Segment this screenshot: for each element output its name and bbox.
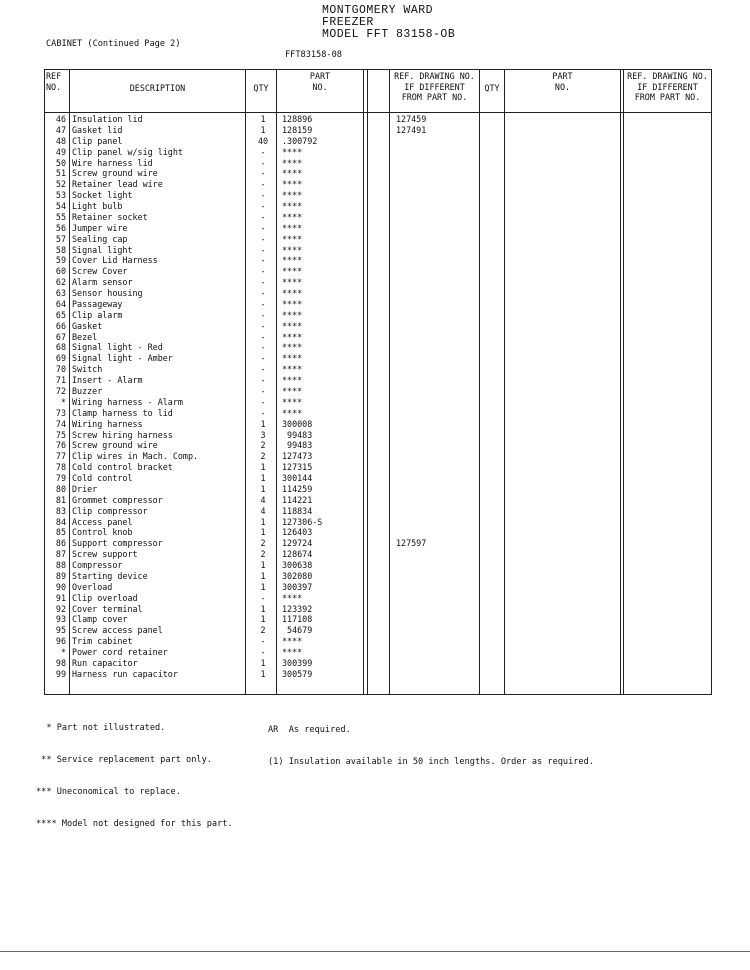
part-no-cell: **** [282, 233, 303, 244]
header-description: DESCRIPTION [129, 83, 186, 93]
qty-cell: - [260, 309, 266, 320]
table-row [44, 451, 712, 462]
footnote: **** Model not designed for this part. [36, 818, 233, 829]
description-cell: Harness run capacitor [72, 668, 178, 679]
ref-no-cell: 64 [55, 298, 66, 309]
description-cell: Socket light [72, 190, 133, 201]
ref-no-cell: 93 [55, 614, 66, 625]
table-row [44, 582, 712, 593]
table-row [44, 636, 712, 647]
part-no-cell: **** [282, 157, 303, 168]
qty-cell: - [260, 592, 266, 603]
ref-no-cell: 55 [55, 211, 66, 222]
part-no-cell: 126403 [282, 527, 313, 538]
qty-cell: - [260, 233, 266, 244]
description-cell: Clip wires in Mach. Comp. [72, 451, 199, 462]
table-row [44, 223, 712, 234]
table-row [44, 527, 712, 538]
header-part-no-2: PART NO. [552, 71, 573, 92]
description-cell: Control knob [72, 527, 133, 538]
part-no-cell: 127306-S [282, 516, 323, 527]
part-no-cell: **** [282, 288, 303, 299]
footnote: ** Service replacement part only. [36, 754, 212, 765]
part-no-cell: **** [282, 190, 303, 201]
footnotes-right [268, 704, 594, 778]
qty-cell: - [260, 179, 266, 190]
part-no-cell: 300399 [282, 658, 313, 668]
ref-no-cell: 62 [55, 277, 66, 288]
table-row [44, 147, 712, 158]
ref-no-cell: 76 [55, 440, 66, 451]
qty-cell: 1 [260, 668, 266, 679]
part-no-cell: 54679 [282, 625, 313, 636]
table-row [44, 277, 712, 288]
qty-cell: 1 [260, 527, 266, 538]
description-cell: Signal light - Red [72, 342, 163, 353]
description-cell: Light bulb [72, 201, 123, 212]
table-row [44, 245, 712, 256]
description-cell: Cold control [72, 473, 133, 484]
part-no-cell: **** [282, 179, 303, 190]
parts-table [44, 69, 712, 695]
table-row [44, 669, 712, 680]
description-cell: Screw hiring harness [72, 429, 173, 440]
title-line-model: MODEL FFT 83158-OB [322, 28, 456, 41]
qty-cell: 1 [260, 473, 266, 484]
qty-cell: - [260, 407, 266, 418]
description-cell: Run capacitor [72, 658, 138, 668]
part-no-cell: **** [282, 364, 303, 375]
table-row [44, 364, 712, 375]
ref-no-cell: 46 [55, 114, 66, 124]
ref-no-cell: 95 [55, 625, 66, 636]
ref-no-cell: 91 [55, 592, 66, 603]
qty-cell: - [260, 331, 266, 342]
description-cell: Switch [72, 364, 103, 375]
ref-no-cell: 85 [55, 527, 66, 538]
ref-no-cell: 78 [55, 462, 66, 473]
qty-cell: - [260, 353, 266, 364]
part-no-cell: 300008 [282, 418, 313, 429]
table-row [44, 190, 712, 201]
qty-cell: - [260, 146, 266, 157]
ref-no-cell: 54 [55, 201, 66, 212]
header-ref-no: REF NO. [46, 71, 62, 92]
description-cell: Insulation lid [72, 114, 143, 124]
description-cell: Clamp cover [72, 614, 128, 625]
ref-no-cell: 79 [55, 473, 66, 484]
table-row [44, 473, 712, 484]
part-no-cell: **** [282, 396, 303, 407]
qty-cell: - [260, 396, 266, 407]
ref-no-cell: 81 [55, 494, 66, 505]
part-no-cell: **** [282, 211, 303, 222]
table-row [44, 647, 712, 658]
table-row [44, 495, 712, 506]
footnote: * Part not illustrated. [36, 723, 166, 734]
qty-cell: 3 [260, 429, 266, 440]
description-cell: Cover terminal [72, 603, 143, 614]
part-no-cell: **** [282, 244, 303, 255]
table-row [44, 266, 712, 277]
part-no-cell: 118834 [282, 505, 313, 516]
ref-no-cell: 96 [55, 636, 66, 647]
description-cell: Screw access panel [72, 625, 163, 636]
qty-cell: - [260, 201, 266, 212]
ref-no-cell: * [60, 647, 66, 658]
ref-no-cell: 68 [55, 342, 66, 353]
table-row [44, 484, 712, 495]
table-row [44, 506, 712, 517]
ref-no-cell: 48 [55, 135, 66, 146]
table-row [44, 549, 712, 560]
qty-cell: 1 [260, 570, 266, 581]
table-row [44, 288, 712, 299]
ref-no-cell: * [60, 396, 66, 407]
table-row [44, 625, 712, 636]
ref-no-cell: 80 [55, 483, 66, 494]
ref-no-cell: 70 [55, 364, 66, 375]
header-part-no: PART NO. [309, 71, 331, 92]
description-cell: Buzzer [72, 386, 103, 396]
table-row [44, 158, 712, 169]
description-cell: Access panel [72, 516, 133, 527]
qty-cell: - [260, 157, 266, 168]
ref-no-cell: 71 [55, 375, 66, 386]
part-no-cell: **** [282, 255, 303, 266]
ref-drawing-cell: 127597 [396, 538, 427, 549]
header-ref-drawing-2: REF. DRAWING NO. IF DIFFERENT FROM PART NO. [627, 71, 708, 102]
part-no-cell: 123392 [282, 603, 313, 614]
table-row [44, 604, 712, 615]
qty-cell: - [260, 244, 266, 255]
qty-cell: - [260, 168, 266, 179]
part-no-cell: 128896 [282, 114, 313, 124]
ref-no-cell: 63 [55, 288, 66, 299]
table-row [44, 538, 712, 549]
description-cell: Wire harness lid [72, 157, 153, 168]
ref-no-cell: 99 [55, 668, 66, 679]
ref-no-cell: 58 [55, 244, 66, 255]
table-top-rule [44, 69, 712, 70]
ref-no-cell: 86 [55, 538, 66, 549]
description-cell: Drier [72, 483, 98, 494]
description-cell: Compressor [72, 560, 123, 571]
qty-cell: 4 [260, 505, 266, 516]
ref-no-cell: 51 [55, 168, 66, 179]
description-cell: Clamp harness to lid [72, 407, 173, 418]
ref-no-cell: 73 [55, 407, 66, 418]
table-row [44, 419, 712, 430]
table-row [44, 571, 712, 582]
description-cell: Power cord retainer [72, 647, 168, 658]
ref-no-cell: 77 [55, 451, 66, 462]
ref-no-cell: 52 [55, 179, 66, 190]
ref-no-cell: 84 [55, 516, 66, 527]
description-cell: Jumper wire [72, 222, 128, 233]
part-no-cell: 300579 [282, 668, 313, 679]
part-no-cell: **** [282, 266, 303, 277]
qty-cell: - [260, 298, 266, 309]
qty-cell: - [260, 190, 266, 201]
header-qty: QTY [253, 83, 269, 93]
qty-cell: 1 [260, 124, 266, 135]
part-no-cell: 300144 [282, 473, 313, 484]
qty-cell: 1 [260, 603, 266, 614]
qty-cell: 2 [260, 538, 266, 549]
description-cell: Gasket lid [72, 124, 123, 135]
description-cell: Sensor housing [72, 288, 143, 299]
qty-cell: 1 [260, 614, 266, 625]
footnotes-left [36, 702, 233, 840]
part-no-cell: **** [282, 277, 303, 288]
title-line-brand: MONTGOMERY WARD [322, 4, 434, 17]
qty-cell: 1 [260, 560, 266, 571]
ref-no-cell: 67 [55, 331, 66, 342]
document-title [322, 5, 455, 41]
part-no-cell: **** [282, 386, 303, 396]
description-cell: Wiring harness - Alarm [72, 396, 183, 407]
table-row [44, 593, 712, 604]
ref-no-cell: 53 [55, 190, 66, 201]
ref-no-cell: 59 [55, 255, 66, 266]
qty-cell: 1 [260, 516, 266, 527]
table-row [44, 299, 712, 310]
part-no-cell: **** [282, 375, 303, 386]
qty-cell: 40 [257, 135, 269, 146]
ref-no-cell: 89 [55, 570, 66, 581]
title-line-product: FREEZER [322, 16, 374, 29]
table-row [44, 179, 712, 190]
qty-cell: - [260, 211, 266, 222]
description-cell: Clip overload [72, 592, 138, 603]
qty-cell: 2 [260, 451, 266, 462]
description-cell: Gasket [72, 320, 103, 331]
description-cell: Screw Cover [72, 266, 128, 277]
ref-no-cell: 57 [55, 233, 66, 244]
ref-no-cell: 88 [55, 560, 66, 571]
description-cell: Alarm sensor [72, 277, 133, 288]
description-cell: Screw ground wire [72, 440, 158, 451]
table-bottom-rule [44, 694, 712, 695]
qty-cell: - [260, 277, 266, 288]
description-cell: Clip panel w/sig light [72, 146, 183, 157]
ref-no-cell: 49 [55, 146, 66, 157]
qty-cell: 1 [260, 418, 266, 429]
ref-no-cell: 90 [55, 581, 66, 592]
table-row [44, 386, 712, 397]
qty-cell: - [260, 386, 266, 396]
description-cell: Insert - Alarm [72, 375, 143, 386]
table-row [44, 212, 712, 223]
qty-cell: - [260, 288, 266, 299]
ref-no-cell: 74 [55, 418, 66, 429]
qty-cell: - [260, 636, 266, 647]
qty-cell: - [260, 342, 266, 353]
table-row [44, 614, 712, 625]
ref-no-cell: 50 [55, 157, 66, 168]
description-cell: Grommet compressor [72, 494, 163, 505]
part-no-cell: 300397 [282, 581, 313, 592]
description-cell: Cold control bracket [72, 462, 173, 473]
description-cell: Trim cabinet [72, 636, 133, 647]
part-no-cell: **** [282, 298, 303, 309]
table-row [44, 440, 712, 451]
part-no-cell: **** [282, 309, 303, 320]
part-no-cell: 127473 [282, 451, 313, 462]
ref-no-cell: 69 [55, 353, 66, 364]
description-cell: Signal light [72, 244, 133, 255]
ref-no-cell: 98 [55, 658, 66, 668]
qty-cell: - [260, 647, 266, 658]
qty-cell: 1 [260, 658, 266, 668]
part-no-cell: 129724 [282, 538, 313, 549]
table-row [44, 560, 712, 571]
qty-cell: 1 [260, 581, 266, 592]
footnote: AR As required. [268, 725, 351, 736]
table-row [44, 342, 712, 353]
description-cell: Sealing cap [72, 233, 128, 244]
table-row [44, 321, 712, 332]
qty-cell: - [260, 320, 266, 331]
ref-no-cell: 87 [55, 549, 66, 560]
table-row [44, 332, 712, 343]
table-row [44, 168, 712, 179]
table-row [44, 125, 712, 136]
description-cell: Passageway [72, 298, 123, 309]
description-cell: Bezel [72, 331, 98, 342]
description-cell: Wiring harness [72, 418, 143, 429]
ref-drawing-cell: 127459 [396, 114, 427, 124]
part-no-cell: 99483 [282, 440, 313, 451]
table-row [44, 430, 712, 441]
ref-no-cell: 66 [55, 320, 66, 331]
table-row [44, 408, 712, 419]
qty-cell: 2 [260, 625, 266, 636]
qty-cell: 1 [260, 483, 266, 494]
part-no-cell: **** [282, 647, 303, 658]
description-cell: Screw support [72, 549, 138, 560]
qty-cell: - [260, 364, 266, 375]
ref-no-cell: 72 [55, 386, 66, 396]
table-row [44, 517, 712, 528]
description-cell: Clip panel [72, 135, 123, 146]
ref-no-cell: 65 [55, 309, 66, 320]
table-row [44, 310, 712, 321]
footnote: *** Uneconomical to replace. [36, 786, 181, 797]
description-cell: Starting device [72, 570, 148, 581]
header-ref-drawing: REF. DRAWING NO. IF DIFFERENT FROM PART NO. [394, 71, 475, 102]
ref-no-cell: 75 [55, 429, 66, 440]
part-no-cell: **** [282, 353, 303, 364]
part-no-cell: 99483 [282, 429, 313, 440]
qty-cell: 1 [260, 114, 266, 124]
description-cell: Overload [72, 581, 113, 592]
table-row [44, 255, 712, 266]
part-no-cell: 114221 [282, 494, 313, 505]
table-row [44, 353, 712, 364]
description-cell: Retainer lead wire [72, 179, 163, 190]
part-no-cell: 128674 [282, 549, 313, 560]
footnote: (1) Insulation available in 50 inch lengths. Order as required. [268, 756, 594, 767]
ref-no-cell: 47 [55, 124, 66, 135]
table-row [44, 375, 712, 386]
ref-no-cell: 60 [55, 266, 66, 277]
qty-cell: - [260, 375, 266, 386]
qty-cell: - [260, 222, 266, 233]
table-row [44, 234, 712, 245]
part-no-cell: 128159 [282, 124, 313, 135]
ref-no-cell: 83 [55, 505, 66, 516]
page-bottom-rule [0, 951, 750, 952]
description-cell: Support compressor [72, 538, 163, 549]
table-row [44, 114, 712, 125]
ref-no-cell: 92 [55, 603, 66, 614]
part-no-cell: 302080 [282, 570, 313, 581]
part-no-cell: **** [282, 320, 303, 331]
table-row [44, 658, 712, 669]
description-cell: Screw ground wire [72, 168, 158, 179]
description-cell: Signal light - Amber [72, 353, 173, 364]
part-no-cell: 117108 [282, 614, 313, 625]
description-cell: Clip compressor [72, 505, 148, 516]
section-label: CABINET (Continued Page 2) [46, 39, 181, 49]
table-row [44, 397, 712, 408]
part-no-cell: **** [282, 636, 303, 647]
qty-cell: 4 [260, 494, 266, 505]
ref-no-cell: 56 [55, 222, 66, 233]
qty-cell: - [260, 255, 266, 266]
part-no-cell: **** [282, 592, 303, 603]
part-no-cell: **** [282, 331, 303, 342]
part-no-cell: **** [282, 342, 303, 353]
description-cell: Retainer socket [72, 211, 148, 222]
table-row [44, 462, 712, 473]
header-qty-2: QTY [484, 83, 500, 93]
description-cell: Cover Lid Harness [72, 255, 158, 266]
table-header-rule [44, 112, 712, 113]
model-code: FFT83158-08 [285, 50, 342, 60]
table-row [44, 136, 712, 147]
part-no-cell: 127315 [282, 462, 313, 473]
qty-cell: 2 [260, 440, 266, 451]
qty-cell: 1 [260, 462, 266, 473]
part-no-cell: .300792 [282, 135, 318, 146]
table-row [44, 201, 712, 212]
part-no-cell: **** [282, 146, 303, 157]
part-no-cell: **** [282, 222, 303, 233]
qty-cell: 2 [260, 549, 266, 560]
part-no-cell: **** [282, 407, 303, 418]
description-cell: Clip alarm [72, 309, 123, 320]
part-no-cell: 114259 [282, 483, 313, 494]
ref-drawing-cell: 127491 [396, 124, 427, 135]
qty-cell: - [260, 266, 266, 277]
part-no-cell: **** [282, 168, 303, 179]
part-no-cell: 300638 [282, 560, 313, 571]
part-no-cell: **** [282, 201, 303, 212]
